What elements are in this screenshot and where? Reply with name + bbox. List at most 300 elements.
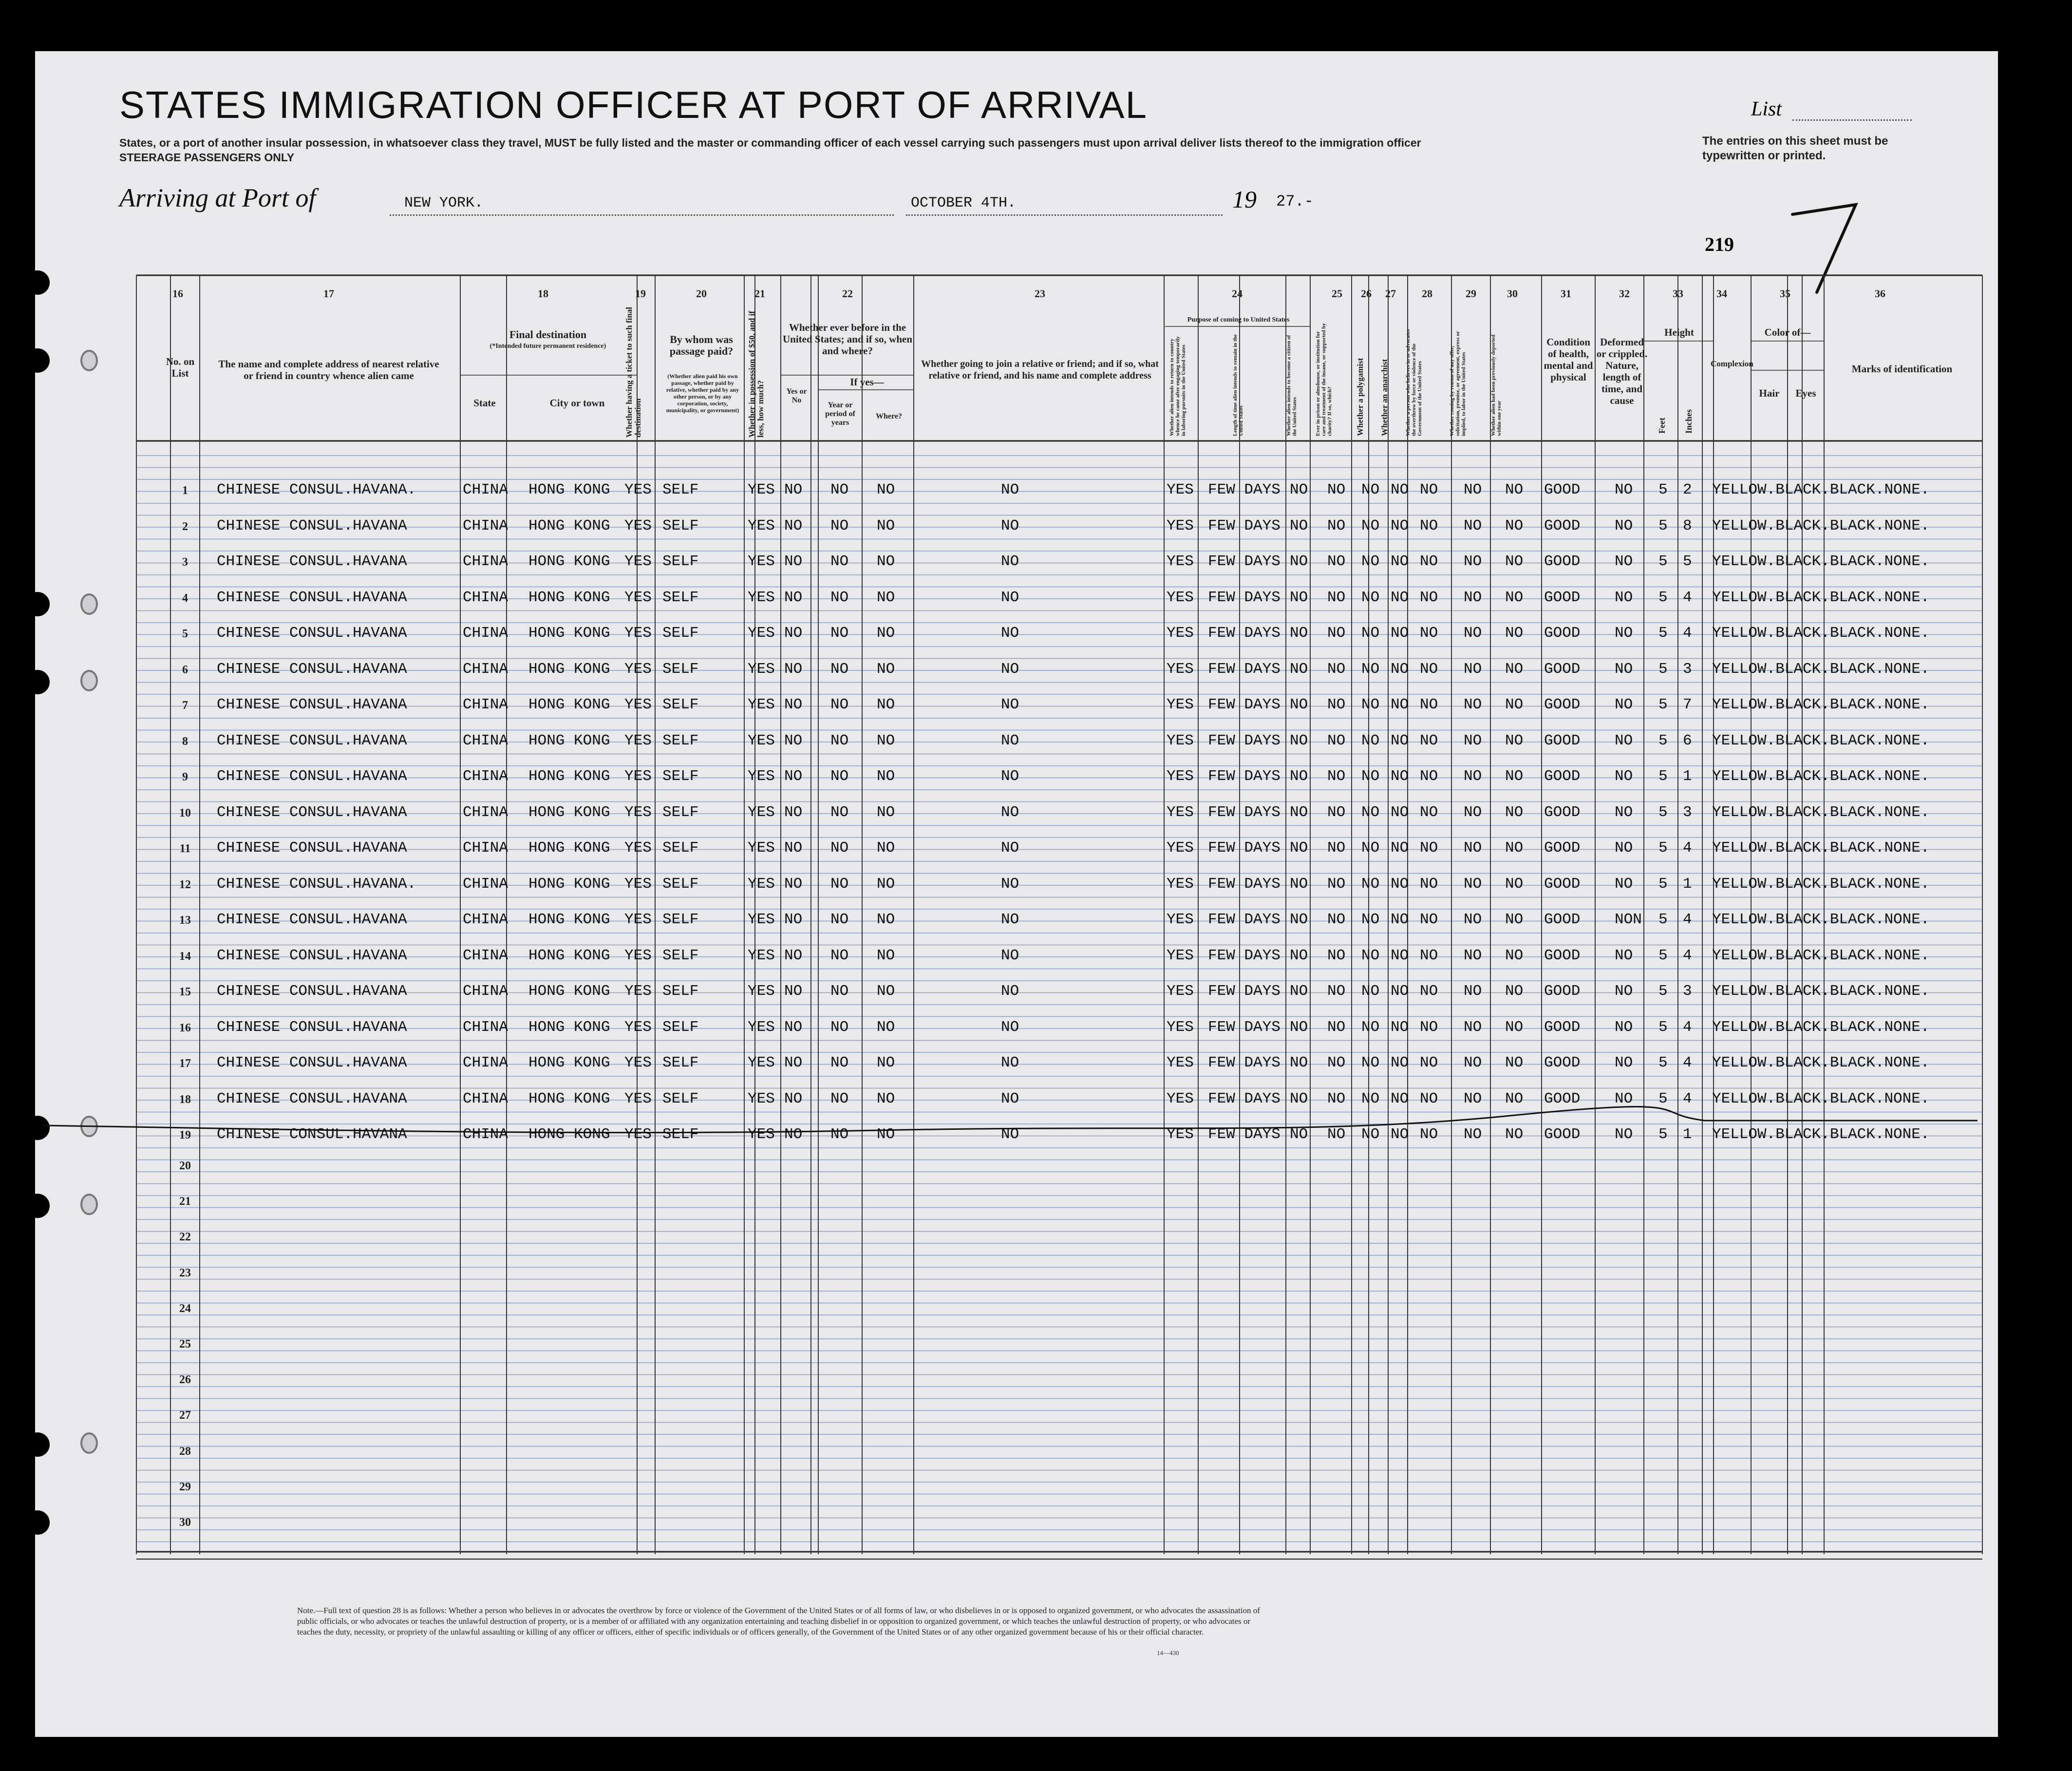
purpose-citizen: NO	[1290, 768, 1308, 785]
height-feet: 5	[1658, 481, 1668, 498]
height-inches: 4	[1683, 1054, 1692, 1071]
complexion-hair-eyes-marks: YELLOW.BLACK.BLACK.NONE.	[1712, 517, 1930, 534]
health-answer: GOOD	[1544, 660, 1581, 678]
q30-answer: NO	[1505, 875, 1524, 893]
before-period: NO	[830, 517, 849, 534]
passage-paid-by: SELF	[662, 553, 699, 570]
col-num-34: 34	[1716, 287, 1727, 300]
col-num-26: 26	[1361, 287, 1372, 300]
form-code: 14—430	[1157, 1649, 1179, 1657]
anarchist-answer: NO	[1391, 589, 1409, 606]
polygamist-answer: NO	[1361, 625, 1380, 642]
row-number: 6	[182, 663, 188, 676]
destination-city: HONG KONG	[528, 1126, 610, 1143]
col-num-35: 35	[1780, 287, 1790, 300]
purpose-citizen: NO	[1290, 625, 1308, 642]
height-inches: 4	[1683, 625, 1692, 642]
purpose-length: FEW DAYS	[1208, 625, 1281, 642]
q28-answer: NO	[1420, 481, 1438, 498]
prison-answer: NO	[1327, 803, 1346, 821]
relative-address: CHINESE CONSUL.HAVANA	[217, 517, 407, 534]
ticket-answer: YES	[624, 553, 652, 570]
header-feet: Feet	[1657, 418, 1667, 434]
ever-before-answer: NO	[784, 1126, 803, 1143]
relative-address: CHINESE CONSUL.HAVANA	[217, 553, 407, 570]
health-answer: GOOD	[1544, 803, 1581, 821]
destination-state: CHINA	[463, 911, 509, 928]
polygamist-answer: NO	[1361, 983, 1380, 1000]
anarchist-answer: NO	[1391, 660, 1409, 678]
q29-answer: NO	[1464, 911, 1482, 928]
q29-answer: NO	[1464, 589, 1482, 606]
passage-paid-by: SELF	[662, 875, 699, 893]
complexion-hair-eyes-marks: YELLOW.BLACK.BLACK.NONE.	[1712, 1126, 1930, 1143]
money-answer: YES	[748, 803, 775, 821]
join-relative: NO	[1001, 1018, 1019, 1036]
q30-answer: NO	[1505, 732, 1524, 749]
q28-answer: NO	[1420, 911, 1438, 928]
q29-answer: NO	[1464, 1054, 1482, 1071]
q28-answer: NO	[1420, 803, 1438, 821]
q28-answer: NO	[1420, 875, 1438, 893]
col-num-23: 23	[1035, 287, 1045, 300]
height-feet: 5	[1658, 983, 1668, 1000]
ever-before-answer: NO	[784, 589, 803, 606]
header-ever-before: Whether ever before in the United States; and if so, when and where?	[782, 322, 913, 357]
ever-before-answer: NO	[784, 768, 803, 785]
ticket-answer: YES	[624, 589, 652, 606]
ticket-answer: YES	[624, 1018, 652, 1036]
purpose-citizen: NO	[1290, 803, 1308, 821]
col-num-19: 19	[635, 287, 646, 300]
purpose-return: YES	[1167, 875, 1194, 893]
purpose-length: FEW DAYS	[1208, 1090, 1281, 1107]
q28-answer: NO	[1420, 553, 1438, 570]
form-subtitle: States, or a port of another insular possession, in whatsoever class they travel, MUST be fully listed and the master or commanding officer of each vessel carrying such passengers must upon arrival deliver lists thereof to the immigration officer	[119, 136, 1421, 149]
before-period: NO	[830, 911, 849, 928]
q30-answer: NO	[1505, 1126, 1524, 1143]
header-ticket: Whether having a ticket to such final destination	[624, 307, 642, 438]
anarchist-answer: NO	[1391, 517, 1409, 534]
col-num-27: 27	[1385, 287, 1396, 300]
complexion-hair-eyes-marks: YELLOW.BLACK.BLACK.NONE.	[1712, 803, 1930, 821]
q29-answer: NO	[1464, 983, 1482, 1000]
deformed-answer: NO	[1615, 1054, 1633, 1071]
destination-city: HONG KONG	[528, 589, 610, 606]
header-if-yes: If yes—	[850, 376, 884, 388]
purpose-return: YES	[1167, 696, 1194, 713]
join-relative: NO	[1001, 660, 1019, 678]
header-city: City or town	[549, 397, 605, 409]
row-number: 19	[179, 1129, 191, 1142]
ticket-answer: YES	[624, 732, 652, 749]
prison-answer: NO	[1327, 517, 1346, 534]
money-answer: YES	[748, 1090, 775, 1107]
destination-city: HONG KONG	[528, 839, 610, 857]
purpose-length: FEW DAYS	[1208, 553, 1281, 570]
destination-city: HONG KONG	[528, 517, 610, 534]
destination-state: CHINA	[463, 660, 509, 678]
anarchist-answer: NO	[1391, 947, 1409, 964]
q30-answer: NO	[1505, 983, 1524, 1000]
height-feet: 5	[1658, 1126, 1668, 1143]
purpose-length: FEW DAYS	[1208, 696, 1281, 713]
q29-answer: NO	[1464, 875, 1482, 893]
complexion-hair-eyes-marks: YELLOW.BLACK.BLACK.NONE.	[1712, 1090, 1930, 1107]
row-number: 30	[179, 1516, 191, 1529]
q28-answer: NO	[1420, 1054, 1438, 1071]
height-feet: 5	[1658, 553, 1668, 570]
q30-answer: NO	[1505, 481, 1524, 498]
health-answer: GOOD	[1544, 625, 1581, 642]
height-inches: 3	[1683, 983, 1692, 1000]
height-feet: 5	[1658, 517, 1668, 534]
relative-address: CHINESE CONSUL.HAVANA	[217, 911, 407, 928]
prison-answer: NO	[1327, 1126, 1346, 1143]
deformed-answer: NO	[1615, 947, 1633, 964]
prison-answer: NO	[1327, 660, 1346, 678]
passage-paid-by: SELF	[662, 768, 699, 785]
purpose-citizen: NO	[1290, 911, 1308, 928]
anarchist-answer: NO	[1391, 1126, 1409, 1143]
footnote-q28: Note.—Full text of question 28 is as follows: Whether a person who believes in or advocates the overthrow by force or violence of the Government of the United States or of all forms of law, or who disbelieves in or is opposed to organized government, or who advocates the assassination of public officials, or who advocates or teaches the unlawful destruction of property, or is a member of or affiliated with any organization entertaining and teaching disbelief in or opposition to organized government, or which teaches the unlawful destruction of property, or who advocates or teaches the duty, necessity, or propriety of the unlawful assaulting or killing of any officer or officers, either of specific individuals or of officers generally, of the Government of the United States or of any other organized government because of his or their official character.	[297, 1606, 1260, 1637]
passage-paid-by: SELF	[662, 947, 699, 964]
ever-before-answer: NO	[784, 947, 803, 964]
row-number: 15	[179, 986, 191, 998]
ticket-answer: YES	[624, 947, 652, 964]
q28-answer: NO	[1420, 660, 1438, 678]
relative-address: CHINESE CONSUL.HAVANA.	[217, 481, 416, 498]
deformed-answer: NO	[1615, 1090, 1633, 1107]
money-answer: YES	[748, 517, 775, 534]
prison-answer: NO	[1327, 1018, 1346, 1036]
purpose-citizen: NO	[1290, 660, 1308, 678]
ever-before-answer: NO	[784, 732, 803, 749]
passage-paid-by: SELF	[662, 1126, 699, 1143]
polygamist-answer: NO	[1361, 1126, 1380, 1143]
before-where: NO	[877, 517, 895, 534]
height-inches: 4	[1683, 839, 1692, 857]
header-purpose-citizen: Whether alien intends to become a citizen of the United States	[1286, 335, 1298, 436]
header-deformed: Deformed or crippled. Nature, length of time, and cause	[1596, 336, 1648, 406]
join-relative: NO	[1001, 696, 1019, 713]
before-period: NO	[830, 983, 849, 1000]
q30-answer: NO	[1505, 839, 1524, 857]
destination-state: CHINA	[463, 481, 509, 498]
anarchist-answer: NO	[1391, 625, 1409, 642]
purpose-citizen: NO	[1290, 875, 1308, 893]
deformed-answer: NO	[1615, 696, 1633, 713]
header-no-on-list: No. on List	[166, 356, 195, 379]
header-purpose-return: Whether alien intends to return to country whence he came after engaging temporarily in laboring pursuits in the United States	[1169, 336, 1187, 436]
height-feet: 5	[1658, 803, 1668, 821]
money-answer: YES	[748, 732, 775, 749]
height-inches: 1	[1683, 875, 1692, 893]
destination-city: HONG KONG	[528, 768, 610, 785]
header-passage: By whom was passage paid?	[669, 333, 734, 357]
join-relative: NO	[1001, 1126, 1019, 1143]
money-answer: YES	[748, 911, 775, 928]
purpose-length: FEW DAYS	[1208, 947, 1281, 964]
purpose-return: YES	[1167, 553, 1194, 570]
ever-before-answer: NO	[784, 481, 803, 498]
ever-before-answer: NO	[784, 696, 803, 713]
relative-address: CHINESE CONSUL.HAVANA	[217, 1126, 407, 1143]
col-num-29: 29	[1466, 287, 1476, 300]
purpose-return: YES	[1167, 517, 1194, 534]
anarchist-answer: NO	[1391, 839, 1409, 857]
before-period: NO	[830, 768, 849, 785]
before-period: NO	[830, 481, 849, 498]
purpose-length: FEW DAYS	[1208, 839, 1281, 857]
col-num-31: 31	[1561, 287, 1571, 300]
anarchist-answer: NO	[1391, 875, 1409, 893]
prison-answer: NO	[1327, 1090, 1346, 1107]
col-num-20: 20	[696, 287, 707, 300]
before-where: NO	[877, 660, 895, 678]
height-feet: 5	[1658, 911, 1668, 928]
header-yes-no: Yes or No	[786, 387, 807, 404]
anarchist-answer: NO	[1391, 1054, 1409, 1071]
arriving-label: Arriving at Port of	[119, 183, 316, 212]
join-relative: NO	[1001, 803, 1019, 821]
prison-answer: NO	[1327, 1054, 1346, 1071]
before-where: NO	[877, 875, 895, 893]
polygamist-answer: NO	[1361, 803, 1380, 821]
purpose-length: FEW DAYS	[1208, 481, 1281, 498]
purpose-length: FEW DAYS	[1208, 517, 1281, 534]
polygamist-answer: NO	[1361, 732, 1380, 749]
col-num-16: 16	[172, 287, 183, 300]
destination-city: HONG KONG	[528, 1054, 610, 1071]
ticket-answer: YES	[624, 625, 652, 642]
ticket-answer: YES	[624, 839, 652, 857]
header-state: State	[473, 397, 496, 409]
anarchist-answer: NO	[1391, 481, 1409, 498]
before-where: NO	[877, 803, 895, 821]
money-answer: YES	[748, 589, 775, 606]
before-where: NO	[877, 1054, 895, 1071]
health-answer: GOOD	[1544, 1090, 1581, 1107]
before-period: NO	[830, 803, 849, 821]
before-period: NO	[830, 839, 849, 857]
money-answer: YES	[748, 947, 775, 964]
row-number: 14	[179, 950, 191, 963]
q30-answer: NO	[1505, 660, 1524, 678]
health-answer: GOOD	[1544, 947, 1581, 964]
year-label: 19	[1232, 186, 1257, 213]
passage-paid-by: SELF	[662, 803, 699, 821]
polygamist-answer: NO	[1361, 589, 1380, 606]
row-number: 4	[182, 591, 188, 605]
destination-city: HONG KONG	[528, 553, 610, 570]
purpose-length: FEW DAYS	[1208, 911, 1281, 928]
passage-paid-by: SELF	[662, 911, 699, 928]
destination-city: HONG KONG	[528, 947, 610, 964]
money-answer: YES	[748, 839, 775, 857]
before-where: NO	[877, 1090, 895, 1107]
complexion-hair-eyes-marks: YELLOW.BLACK.BLACK.NONE.	[1712, 768, 1930, 785]
before-where: NO	[877, 553, 895, 570]
height-inches: 3	[1683, 660, 1692, 678]
ever-before-answer: NO	[784, 839, 803, 857]
passage-paid-by: SELF	[662, 696, 699, 713]
purpose-return: YES	[1167, 947, 1194, 964]
health-answer: GOOD	[1544, 1054, 1581, 1071]
header-money: Whether in possession of $50, and if less, how much?	[747, 311, 765, 438]
passage-paid-by: SELF	[662, 589, 699, 606]
join-relative: NO	[1001, 481, 1019, 498]
deformed-answer: NO	[1615, 803, 1633, 821]
purpose-citizen: NO	[1290, 983, 1308, 1000]
ever-before-answer: NO	[784, 911, 803, 928]
complexion-hair-eyes-marks: YELLOW.BLACK.BLACK.NONE.	[1712, 911, 1930, 928]
ticket-answer: YES	[624, 481, 652, 498]
ticket-answer: YES	[624, 660, 652, 678]
form-title: STATES IMMIGRATION OFFICER AT PORT OF ARRIVAL	[119, 83, 1148, 126]
height-inches: 7	[1683, 696, 1692, 713]
complexion-hair-eyes-marks: YELLOW.BLACK.BLACK.NONE.	[1712, 696, 1930, 713]
polygamist-answer: NO	[1361, 1018, 1380, 1036]
complexion-hair-eyes-marks: YELLOW.BLACK.BLACK.NONE.	[1712, 839, 1930, 857]
ever-before-answer: NO	[784, 553, 803, 570]
destination-city: HONG KONG	[528, 625, 610, 642]
form-subtitle-steerage: STEERAGE PASSENGERS ONLY	[119, 151, 295, 164]
before-period: NO	[830, 589, 849, 606]
ever-before-answer: NO	[784, 625, 803, 642]
deformed-answer: NO	[1615, 481, 1633, 498]
money-answer: YES	[748, 660, 775, 678]
row-number: 29	[179, 1480, 191, 1493]
height-feet: 5	[1658, 1054, 1668, 1071]
destination-state: CHINA	[463, 553, 509, 570]
join-relative: NO	[1001, 1090, 1019, 1107]
q29-answer: NO	[1464, 660, 1482, 678]
anarchist-answer: NO	[1391, 1018, 1409, 1036]
ever-before-answer: NO	[784, 1018, 803, 1036]
destination-state: CHINA	[463, 517, 509, 534]
before-period: NO	[830, 625, 849, 642]
height-inches: 4	[1683, 911, 1692, 928]
relative-address: CHINESE CONSUL.HAVANA	[217, 660, 407, 678]
polygamist-answer: NO	[1361, 1090, 1380, 1107]
header-passage-note: (Whether alien paid his own passage, whether paid by relative, whether paid by any other person, or by any corporation, society, municipality, or government)	[666, 373, 739, 414]
col-num-25: 25	[1332, 287, 1342, 300]
col-num-24: 24	[1232, 287, 1243, 300]
money-answer: YES	[748, 481, 775, 498]
destination-city: HONG KONG	[528, 732, 610, 749]
destination-state: CHINA	[463, 1090, 509, 1107]
relative-address: CHINESE CONSUL.HAVANA	[217, 768, 407, 785]
deformed-answer: NO	[1615, 553, 1633, 570]
height-inches: 3	[1683, 803, 1692, 821]
header-where: Where?	[876, 412, 902, 420]
ever-before-answer: NO	[784, 1054, 803, 1071]
destination-state: CHINA	[463, 947, 509, 964]
polygamist-answer: NO	[1361, 911, 1380, 928]
purpose-citizen: NO	[1290, 732, 1308, 749]
q28-answer: NO	[1420, 839, 1438, 857]
q29-answer: NO	[1464, 1126, 1482, 1143]
before-where: NO	[877, 983, 895, 1000]
list-label: List	[1751, 98, 1782, 120]
prison-answer: NO	[1327, 481, 1346, 498]
purpose-return: YES	[1167, 589, 1194, 606]
before-period: NO	[830, 1126, 849, 1143]
purpose-citizen: NO	[1290, 553, 1308, 570]
q30-answer: NO	[1505, 553, 1524, 570]
sheet-number: 219	[1705, 233, 1734, 255]
anarchist-answer: NO	[1391, 1090, 1409, 1107]
q29-answer: NO	[1464, 481, 1482, 498]
ticket-answer: YES	[624, 875, 652, 893]
purpose-citizen: NO	[1290, 1126, 1308, 1143]
destination-state: CHINA	[463, 983, 509, 1000]
q30-answer: NO	[1505, 1018, 1524, 1036]
passage-paid-by: SELF	[662, 481, 699, 498]
complexion-hair-eyes-marks: YELLOW.BLACK.BLACK.NONE.	[1712, 1018, 1930, 1036]
height-inches: 8	[1683, 517, 1692, 534]
prison-answer: NO	[1327, 589, 1346, 606]
before-period: NO	[830, 660, 849, 678]
deformed-answer: NO	[1615, 732, 1633, 749]
deformed-answer: NO	[1615, 589, 1633, 606]
q29-answer: NO	[1464, 947, 1482, 964]
header-final-destination-note: (*Intended future permanent residence)	[490, 343, 606, 350]
passage-paid-by: SELF	[662, 1090, 699, 1107]
purpose-return: YES	[1167, 768, 1194, 785]
header-health: Condition of health, mental and physical	[1544, 336, 1593, 383]
header-complexion: Complexion	[1711, 359, 1753, 368]
anarchist-answer: NO	[1391, 803, 1409, 821]
complexion-hair-eyes-marks: YELLOW.BLACK.BLACK.NONE.	[1712, 589, 1930, 606]
row-number: 18	[179, 1093, 191, 1106]
money-answer: YES	[748, 983, 775, 1000]
join-relative: NO	[1001, 553, 1019, 570]
height-inches: 2	[1683, 481, 1692, 498]
complexion-hair-eyes-marks: YELLOW.BLACK.BLACK.NONE.	[1712, 732, 1930, 749]
prison-answer: NO	[1327, 625, 1346, 642]
join-relative: NO	[1001, 732, 1019, 749]
ever-before-answer: NO	[784, 660, 803, 678]
col-num-36: 36	[1875, 287, 1885, 300]
height-feet: 5	[1658, 696, 1668, 713]
destination-state: CHINA	[463, 696, 509, 713]
before-period: NO	[830, 1054, 849, 1071]
q29-answer: NO	[1464, 732, 1482, 749]
before-where: NO	[877, 768, 895, 785]
health-answer: GOOD	[1544, 517, 1581, 534]
height-inches: 6	[1683, 732, 1692, 749]
destination-state: CHINA	[463, 1126, 509, 1143]
height-feet: 5	[1658, 947, 1668, 964]
row-number: 28	[179, 1445, 191, 1458]
ever-before-answer: NO	[784, 983, 803, 1000]
height-feet: 5	[1658, 768, 1668, 785]
height-feet: 5	[1658, 732, 1668, 749]
q29-answer: NO	[1464, 1090, 1482, 1107]
passage-paid-by: SELF	[662, 1054, 699, 1071]
purpose-citizen: NO	[1290, 696, 1308, 713]
anarchist-answer: NO	[1391, 911, 1409, 928]
row-number: 17	[179, 1057, 191, 1070]
purpose-length: FEW DAYS	[1208, 1126, 1281, 1143]
health-answer: GOOD	[1544, 875, 1581, 893]
before-where: NO	[877, 625, 895, 642]
anarchist-answer: NO	[1391, 768, 1409, 785]
q29-answer: NO	[1464, 1018, 1482, 1036]
row-number: 22	[179, 1231, 191, 1244]
